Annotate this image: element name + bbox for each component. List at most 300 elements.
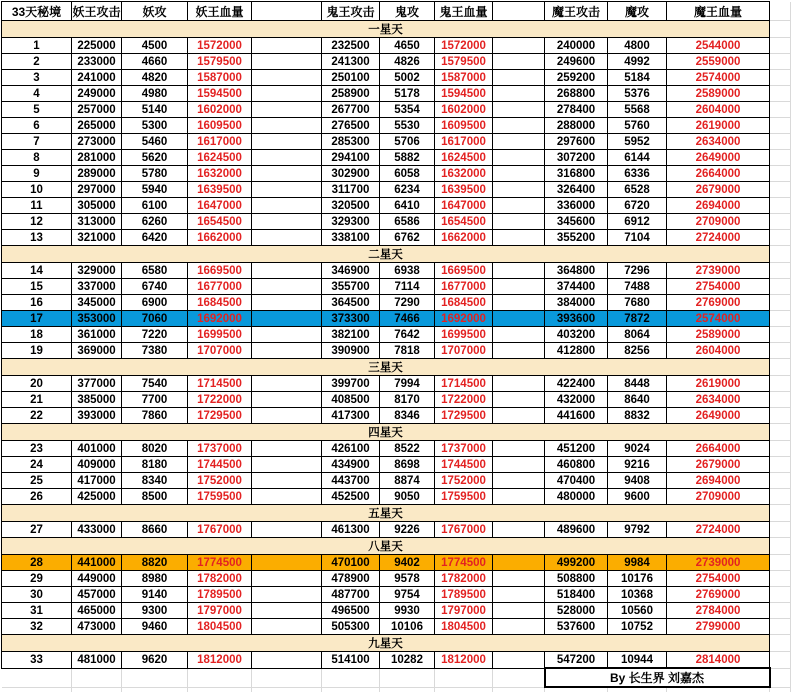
value-cell[interactable]: 10368 <box>608 587 667 603</box>
value-cell[interactable]: 4800 <box>608 38 667 54</box>
value-cell[interactable]: 1677000 <box>188 279 252 295</box>
value-cell[interactable]: 1662000 <box>435 230 493 246</box>
value-cell[interactable]: 1647000 <box>188 198 252 214</box>
value-cell[interactable]: 4826 <box>380 54 435 70</box>
value-cell[interactable]: 7872 <box>608 311 667 327</box>
spacer-cell[interactable] <box>493 54 545 70</box>
value-cell[interactable]: 9930 <box>380 603 435 619</box>
spacer-cell[interactable] <box>493 489 545 505</box>
value-cell[interactable]: 373300 <box>322 311 380 327</box>
value-cell[interactable]: 8660 <box>122 522 188 538</box>
spacer-cell[interactable] <box>493 619 545 635</box>
value-cell[interactable]: 4992 <box>608 54 667 70</box>
column-header-11[interactable]: 魔王血量 <box>667 2 770 21</box>
value-cell[interactable]: 4980 <box>122 86 188 102</box>
spacer-cell[interactable] <box>252 473 322 489</box>
value-cell[interactable]: 1707000 <box>435 343 493 359</box>
value-cell[interactable]: 225000 <box>72 38 122 54</box>
value-cell[interactable]: 9754 <box>380 587 435 603</box>
value-cell[interactable]: 465000 <box>72 603 122 619</box>
value-cell[interactable]: 1572000 <box>188 38 252 54</box>
value-cell[interactable]: 297000 <box>72 182 122 198</box>
value-cell[interactable]: 369000 <box>72 343 122 359</box>
value-cell[interactable]: 1632000 <box>435 166 493 182</box>
spacer-cell[interactable] <box>493 182 545 198</box>
value-cell[interactable]: 1617000 <box>188 134 252 150</box>
value-cell[interactable]: 443700 <box>322 473 380 489</box>
value-cell[interactable]: 281000 <box>72 150 122 166</box>
spacer-cell[interactable] <box>252 587 322 603</box>
value-cell[interactable]: 313000 <box>72 214 122 230</box>
value-cell[interactable]: 7380 <box>122 343 188 359</box>
day-cell[interactable]: 6 <box>2 118 72 134</box>
value-cell[interactable]: 249000 <box>72 86 122 102</box>
value-cell[interactable]: 1684500 <box>188 295 252 311</box>
value-cell[interactable]: 6410 <box>380 198 435 214</box>
value-cell[interactable]: 5940 <box>122 182 188 198</box>
value-cell[interactable]: 6260 <box>122 214 188 230</box>
value-cell[interactable]: 6058 <box>380 166 435 182</box>
value-cell[interactable]: 1699500 <box>188 327 252 343</box>
value-cell[interactable]: 1602000 <box>435 102 493 118</box>
value-cell[interactable]: 1737000 <box>188 441 252 457</box>
value-cell[interactable]: 268800 <box>545 86 608 102</box>
value-cell[interactable]: 408500 <box>322 392 380 408</box>
value-cell[interactable]: 1714500 <box>188 376 252 392</box>
value-cell[interactable]: 1804500 <box>188 619 252 635</box>
day-cell[interactable]: 2 <box>2 54 72 70</box>
value-cell[interactable]: 5376 <box>608 86 667 102</box>
value-cell[interactable]: 1654500 <box>435 214 493 230</box>
value-cell[interactable]: 10176 <box>608 571 667 587</box>
value-cell[interactable]: 6912 <box>608 214 667 230</box>
value-cell[interactable]: 364500 <box>322 295 380 311</box>
value-cell[interactable]: 8820 <box>122 555 188 571</box>
value-cell[interactable]: 399700 <box>322 376 380 392</box>
value-cell[interactable]: 6720 <box>608 198 667 214</box>
value-cell[interactable]: 9408 <box>608 473 667 489</box>
value-cell[interactable]: 321000 <box>72 230 122 246</box>
value-cell[interactable]: 258900 <box>322 86 380 102</box>
spacer-cell[interactable] <box>252 263 322 279</box>
value-cell[interactable]: 434900 <box>322 457 380 473</box>
value-cell[interactable]: 355200 <box>545 230 608 246</box>
day-cell[interactable]: 26 <box>2 489 72 505</box>
day-cell[interactable]: 29 <box>2 571 72 587</box>
value-cell[interactable]: 7994 <box>380 376 435 392</box>
value-cell[interactable]: 1692000 <box>435 311 493 327</box>
value-cell[interactable]: 307200 <box>545 150 608 166</box>
value-cell[interactable]: 5354 <box>380 102 435 118</box>
value-cell[interactable]: 2784000 <box>667 603 770 619</box>
value-cell[interactable]: 6336 <box>608 166 667 182</box>
value-cell[interactable]: 433000 <box>72 522 122 538</box>
value-cell[interactable]: 1594500 <box>188 86 252 102</box>
value-cell[interactable]: 5620 <box>122 150 188 166</box>
day-cell[interactable]: 4 <box>2 86 72 102</box>
value-cell[interactable]: 8698 <box>380 457 435 473</box>
value-cell[interactable]: 478900 <box>322 571 380 587</box>
spacer-cell[interactable] <box>493 441 545 457</box>
value-cell[interactable]: 2769000 <box>667 295 770 311</box>
value-cell[interactable]: 460800 <box>545 457 608 473</box>
column-header-2[interactable]: 妖攻 <box>122 2 188 21</box>
value-cell[interactable]: 1789500 <box>435 587 493 603</box>
value-cell[interactable]: 1609500 <box>435 118 493 134</box>
column-header-4[interactable] <box>252 2 322 21</box>
value-cell[interactable]: 499200 <box>545 555 608 571</box>
value-cell[interactable]: 7104 <box>608 230 667 246</box>
value-cell[interactable]: 7680 <box>608 295 667 311</box>
value-cell[interactable]: 1782000 <box>435 571 493 587</box>
spacer-cell[interactable] <box>493 230 545 246</box>
value-cell[interactable]: 1729500 <box>435 408 493 424</box>
spacer-cell[interactable] <box>252 134 322 150</box>
value-cell[interactable]: 451200 <box>545 441 608 457</box>
value-cell[interactable]: 6740 <box>122 279 188 295</box>
value-cell[interactable]: 5002 <box>380 70 435 86</box>
value-cell[interactable]: 1617000 <box>435 134 493 150</box>
value-cell[interactable]: 1624500 <box>435 150 493 166</box>
value-cell[interactable]: 241000 <box>72 70 122 86</box>
spacer-cell[interactable] <box>252 279 322 295</box>
spacer-cell[interactable] <box>493 263 545 279</box>
value-cell[interactable]: 2544000 <box>667 38 770 54</box>
value-cell[interactable]: 4660 <box>122 54 188 70</box>
spacer-cell[interactable] <box>252 311 322 327</box>
value-cell[interactable]: 232500 <box>322 38 380 54</box>
value-cell[interactable]: 345000 <box>72 295 122 311</box>
value-cell[interactable]: 528000 <box>545 603 608 619</box>
value-cell[interactable]: 505300 <box>322 619 380 635</box>
day-cell[interactable]: 24 <box>2 457 72 473</box>
spacer-cell[interactable] <box>493 38 545 54</box>
value-cell[interactable]: 403200 <box>545 327 608 343</box>
value-cell[interactable]: 1677000 <box>435 279 493 295</box>
value-cell[interactable]: 9402 <box>380 555 435 571</box>
day-cell[interactable]: 15 <box>2 279 72 295</box>
value-cell[interactable]: 9216 <box>608 457 667 473</box>
value-cell[interactable]: 8180 <box>122 457 188 473</box>
value-cell[interactable]: 267700 <box>322 102 380 118</box>
value-cell[interactable]: 7060 <box>122 311 188 327</box>
value-cell[interactable]: 2604000 <box>667 102 770 118</box>
spacer-cell[interactable] <box>252 70 322 86</box>
value-cell[interactable]: 311700 <box>322 182 380 198</box>
day-cell[interactable]: 22 <box>2 408 72 424</box>
value-cell[interactable]: 2709000 <box>667 214 770 230</box>
value-cell[interactable]: 1804500 <box>435 619 493 635</box>
value-cell[interactable]: 8522 <box>380 441 435 457</box>
value-cell[interactable]: 5184 <box>608 70 667 86</box>
spacer-cell[interactable] <box>252 118 322 134</box>
value-cell[interactable]: 2559000 <box>667 54 770 70</box>
spacer-cell[interactable] <box>493 408 545 424</box>
value-cell[interactable]: 1587000 <box>435 70 493 86</box>
column-header-6[interactable]: 鬼攻 <box>380 2 435 21</box>
value-cell[interactable]: 1579500 <box>188 54 252 70</box>
day-cell[interactable]: 16 <box>2 295 72 311</box>
value-cell[interactable]: 441600 <box>545 408 608 424</box>
value-cell[interactable]: 5300 <box>122 118 188 134</box>
spacer-cell[interactable] <box>252 102 322 118</box>
value-cell[interactable]: 412800 <box>545 343 608 359</box>
spacer-cell[interactable] <box>493 118 545 134</box>
value-cell[interactable]: 537600 <box>545 619 608 635</box>
day-cell[interactable]: 12 <box>2 214 72 230</box>
value-cell[interactable]: 1812000 <box>435 652 493 669</box>
value-cell[interactable]: 7114 <box>380 279 435 295</box>
spacer-cell[interactable] <box>252 571 322 587</box>
value-cell[interactable]: 1632000 <box>188 166 252 182</box>
value-cell[interactable]: 1579500 <box>435 54 493 70</box>
value-cell[interactable]: 2724000 <box>667 522 770 538</box>
value-cell[interactable]: 1669500 <box>435 263 493 279</box>
value-cell[interactable]: 461300 <box>322 522 380 538</box>
value-cell[interactable]: 473000 <box>72 619 122 635</box>
value-cell[interactable]: 329000 <box>72 263 122 279</box>
value-cell[interactable]: 9460 <box>122 619 188 635</box>
value-cell[interactable]: 1767000 <box>435 522 493 538</box>
spacer-cell[interactable] <box>493 457 545 473</box>
day-cell[interactable]: 18 <box>2 327 72 343</box>
value-cell[interactable]: 2574000 <box>667 311 770 327</box>
day-cell[interactable]: 21 <box>2 392 72 408</box>
value-cell[interactable]: 1639500 <box>188 182 252 198</box>
spacer-cell[interactable] <box>493 522 545 538</box>
value-cell[interactable]: 10106 <box>380 619 435 635</box>
spacer-cell[interactable] <box>252 603 322 619</box>
value-cell[interactable]: 8256 <box>608 343 667 359</box>
value-cell[interactable]: 2619000 <box>667 376 770 392</box>
value-cell[interactable]: 390900 <box>322 343 380 359</box>
value-cell[interactable]: 2589000 <box>667 86 770 102</box>
value-cell[interactable]: 7642 <box>380 327 435 343</box>
value-cell[interactable]: 1587000 <box>188 70 252 86</box>
value-cell[interactable]: 337000 <box>72 279 122 295</box>
spacer-cell[interactable] <box>252 652 322 669</box>
value-cell[interactable]: 2634000 <box>667 392 770 408</box>
value-cell[interactable]: 1812000 <box>188 652 252 669</box>
value-cell[interactable]: 7818 <box>380 343 435 359</box>
value-cell[interactable]: 6528 <box>608 182 667 198</box>
value-cell[interactable]: 355700 <box>322 279 380 295</box>
value-cell[interactable]: 1669500 <box>188 263 252 279</box>
value-cell[interactable]: 5706 <box>380 134 435 150</box>
value-cell[interactable]: 470100 <box>322 555 380 571</box>
spacer-cell[interactable] <box>493 198 545 214</box>
value-cell[interactable]: 1752000 <box>188 473 252 489</box>
spacer-cell[interactable] <box>493 150 545 166</box>
spacer-cell[interactable] <box>493 102 545 118</box>
value-cell[interactable]: 8640 <box>608 392 667 408</box>
value-cell[interactable]: 1744500 <box>435 457 493 473</box>
value-cell[interactable]: 9024 <box>608 441 667 457</box>
value-cell[interactable]: 547200 <box>545 652 608 669</box>
spacer-cell[interactable] <box>493 295 545 311</box>
day-cell[interactable]: 7 <box>2 134 72 150</box>
value-cell[interactable]: 1782000 <box>188 571 252 587</box>
value-cell[interactable]: 8874 <box>380 473 435 489</box>
value-cell[interactable]: 8170 <box>380 392 435 408</box>
column-header-10[interactable]: 魔攻 <box>608 2 667 21</box>
value-cell[interactable]: 425000 <box>72 489 122 505</box>
spacer-cell[interactable] <box>493 166 545 182</box>
value-cell[interactable]: 1707000 <box>188 343 252 359</box>
value-cell[interactable]: 9600 <box>608 489 667 505</box>
day-cell[interactable]: 5 <box>2 102 72 118</box>
value-cell[interactable]: 2664000 <box>667 441 770 457</box>
spacer-cell[interactable] <box>252 214 322 230</box>
spacer-cell[interactable] <box>252 555 322 571</box>
value-cell[interactable]: 6100 <box>122 198 188 214</box>
value-cell[interactable]: 6938 <box>380 263 435 279</box>
spacer-cell[interactable] <box>252 376 322 392</box>
credit-cell[interactable]: By 长生界 刘嘉杰 <box>545 668 770 687</box>
value-cell[interactable]: 326400 <box>545 182 608 198</box>
value-cell[interactable]: 2619000 <box>667 118 770 134</box>
value-cell[interactable]: 7540 <box>122 376 188 392</box>
value-cell[interactable]: 4500 <box>122 38 188 54</box>
day-cell[interactable]: 13 <box>2 230 72 246</box>
value-cell[interactable]: 2664000 <box>667 166 770 182</box>
value-cell[interactable]: 417300 <box>322 408 380 424</box>
spacer-cell[interactable] <box>252 457 322 473</box>
value-cell[interactable]: 1662000 <box>188 230 252 246</box>
column-header-0[interactable]: 33天秘境 <box>2 2 72 21</box>
value-cell[interactable]: 2679000 <box>667 457 770 473</box>
value-cell[interactable]: 10282 <box>380 652 435 669</box>
value-cell[interactable]: 1759500 <box>188 489 252 505</box>
section-label[interactable]: 八星天 <box>2 538 770 555</box>
value-cell[interactable]: 9050 <box>380 489 435 505</box>
value-cell[interactable]: 1759500 <box>435 489 493 505</box>
value-cell[interactable]: 7290 <box>380 295 435 311</box>
value-cell[interactable]: 2589000 <box>667 327 770 343</box>
spacer-cell[interactable] <box>252 392 322 408</box>
day-cell[interactable]: 11 <box>2 198 72 214</box>
spacer-cell[interactable] <box>252 441 322 457</box>
column-header-3[interactable]: 妖王血量 <box>188 2 252 21</box>
value-cell[interactable]: 441000 <box>72 555 122 571</box>
section-label[interactable]: 四星天 <box>2 424 770 441</box>
value-cell[interactable]: 5568 <box>608 102 667 118</box>
day-cell[interactable]: 23 <box>2 441 72 457</box>
value-cell[interactable]: 1797000 <box>188 603 252 619</box>
spacer-cell[interactable] <box>252 150 322 166</box>
value-cell[interactable]: 305000 <box>72 198 122 214</box>
value-cell[interactable]: 320500 <box>322 198 380 214</box>
spacer-cell[interactable] <box>493 214 545 230</box>
value-cell[interactable]: 1722000 <box>435 392 493 408</box>
value-cell[interactable]: 273000 <box>72 134 122 150</box>
value-cell[interactable]: 2724000 <box>667 230 770 246</box>
day-cell[interactable]: 8 <box>2 150 72 166</box>
value-cell[interactable]: 250100 <box>322 70 380 86</box>
value-cell[interactable]: 2739000 <box>667 555 770 571</box>
value-cell[interactable]: 233000 <box>72 54 122 70</box>
value-cell[interactable]: 353000 <box>72 311 122 327</box>
value-cell[interactable]: 5952 <box>608 134 667 150</box>
day-cell[interactable]: 31 <box>2 603 72 619</box>
value-cell[interactable]: 285300 <box>322 134 380 150</box>
value-cell[interactable]: 6762 <box>380 230 435 246</box>
spacer-cell[interactable] <box>252 489 322 505</box>
value-cell[interactable]: 385000 <box>72 392 122 408</box>
value-cell[interactable]: 1647000 <box>435 198 493 214</box>
day-cell[interactable]: 28 <box>2 555 72 571</box>
value-cell[interactable]: 1752000 <box>435 473 493 489</box>
spacer-cell[interactable] <box>493 571 545 587</box>
value-cell[interactable]: 7296 <box>608 263 667 279</box>
day-cell[interactable]: 1 <box>2 38 72 54</box>
value-cell[interactable]: 2799000 <box>667 619 770 635</box>
column-header-8[interactable] <box>493 2 545 21</box>
spacer-cell[interactable] <box>493 327 545 343</box>
section-label[interactable]: 三星天 <box>2 359 770 376</box>
value-cell[interactable]: 2649000 <box>667 150 770 166</box>
value-cell[interactable]: 409000 <box>72 457 122 473</box>
value-cell[interactable]: 8064 <box>608 327 667 343</box>
value-cell[interactable]: 8500 <box>122 489 188 505</box>
value-cell[interactable]: 9984 <box>608 555 667 571</box>
value-cell[interactable]: 1774500 <box>188 555 252 571</box>
value-cell[interactable]: 302900 <box>322 166 380 182</box>
value-cell[interactable]: 1594500 <box>435 86 493 102</box>
value-cell[interactable]: 1737000 <box>435 441 493 457</box>
value-cell[interactable]: 5780 <box>122 166 188 182</box>
value-cell[interactable]: 480000 <box>545 489 608 505</box>
value-cell[interactable]: 2604000 <box>667 343 770 359</box>
value-cell[interactable]: 241300 <box>322 54 380 70</box>
spacer-cell[interactable] <box>493 279 545 295</box>
spacer-cell[interactable] <box>493 652 545 669</box>
day-cell[interactable]: 19 <box>2 343 72 359</box>
value-cell[interactable]: 1714500 <box>435 376 493 392</box>
spacer-cell[interactable] <box>493 603 545 619</box>
spacer-cell[interactable] <box>252 295 322 311</box>
value-cell[interactable]: 432000 <box>545 392 608 408</box>
value-cell[interactable]: 487700 <box>322 587 380 603</box>
value-cell[interactable]: 1684500 <box>435 295 493 311</box>
spacer-cell[interactable] <box>493 555 545 571</box>
value-cell[interactable]: 393000 <box>72 408 122 424</box>
column-header-1[interactable]: 妖王攻击 <box>72 2 122 21</box>
spacer-cell[interactable] <box>252 54 322 70</box>
value-cell[interactable]: 1692000 <box>188 311 252 327</box>
value-cell[interactable]: 1624500 <box>188 150 252 166</box>
value-cell[interactable]: 2754000 <box>667 279 770 295</box>
value-cell[interactable]: 2769000 <box>667 587 770 603</box>
value-cell[interactable]: 259200 <box>545 70 608 86</box>
value-cell[interactable]: 329300 <box>322 214 380 230</box>
section-label[interactable]: 一星天 <box>2 21 770 38</box>
value-cell[interactable]: 1744500 <box>188 457 252 473</box>
value-cell[interactable]: 457000 <box>72 587 122 603</box>
day-cell[interactable]: 9 <box>2 166 72 182</box>
value-cell[interactable]: 481000 <box>72 652 122 669</box>
spacer-cell[interactable] <box>252 182 322 198</box>
value-cell[interactable]: 6580 <box>122 263 188 279</box>
value-cell[interactable]: 316800 <box>545 166 608 182</box>
value-cell[interactable]: 1789500 <box>188 587 252 603</box>
value-cell[interactable]: 10944 <box>608 652 667 669</box>
day-cell[interactable]: 25 <box>2 473 72 489</box>
value-cell[interactable]: 294100 <box>322 150 380 166</box>
value-cell[interactable]: 384000 <box>545 295 608 311</box>
value-cell[interactable]: 2814000 <box>667 652 770 669</box>
value-cell[interactable]: 5760 <box>608 118 667 134</box>
